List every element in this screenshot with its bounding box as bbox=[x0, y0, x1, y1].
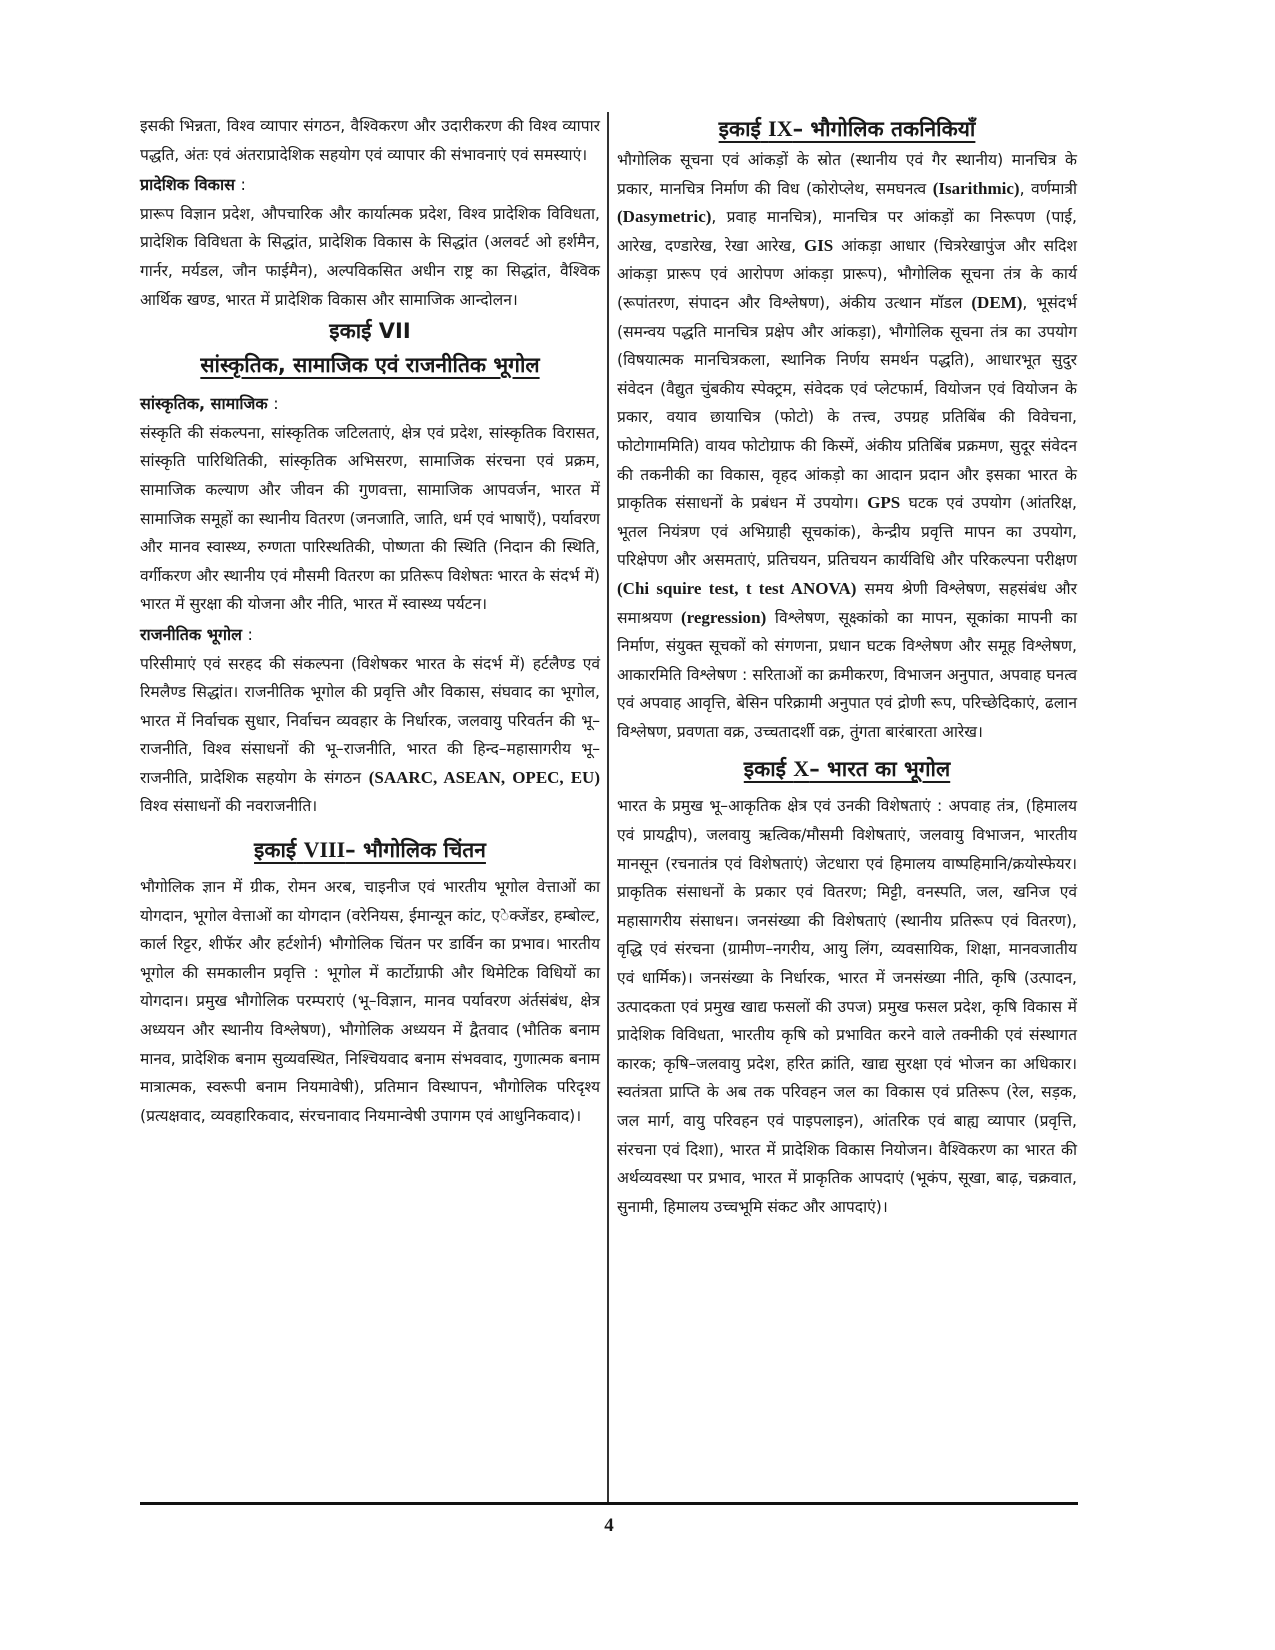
latin-term: (Dasymetric) bbox=[617, 207, 712, 227]
latin-term: (DEM) bbox=[971, 292, 1023, 312]
footer-rule bbox=[140, 1502, 1078, 1505]
cultural-social-body: संस्कृति की संकल्पना, सांस्कृतिक जटिलताएं, क्षेत्र एवं प्रदेश, सांस्कृतिक विरासत, सांस्कृति पारिथितिकी, सांस्कृतिक अभिसरण, सामाजिक संरचना एवं प्रक्रम, सामाजिक कल्याण और जीवन की गुणवत्ता, सामाजिक आपवर्जन, भारत में सामाजिक समूहों का स्थानीय वितरण (जनजाति, जाति, धर्म एवं भाषाएँ), पर्यावरण और मानव स्वास्थ्य, रुग्णता पारिस्थतिकी, पोष्णता की स्थिति (निदान की स्थिति, वर्गीकरण और स्थानीय एवं मौसमी वितरण का प्रतिरूप विशेषतः भारत के संदर्भ में) भारत में सुरक्षा की योजना और नीति, भारत में स्वास्थ्य पर्यटन। bbox=[140, 423, 600, 614]
political-geography-heading bbox=[140, 621, 600, 650]
body-text: , प्रवाह मानचित्र), मानचित्र पर आंकड़ों का निरूपण (पाई, आरेख, दण्डारेख, रेखा आरेख, bbox=[617, 208, 1077, 255]
unit-10-label: इकाई bbox=[743, 757, 786, 782]
latin-term: (Isarithmic) bbox=[932, 178, 1020, 198]
unit-7-label: इकाई VII bbox=[329, 319, 411, 344]
latin-term: (regression) bbox=[680, 607, 767, 627]
body-text: भौगोलिक सूचना एवं आंकड़ों के स्रोत (स्थानीय एवं गैर स्थानीय) मानचित्र के प्रकार, मानचित्र निर्माण की विध (कोरोप्लेथ, समघनत्व bbox=[617, 151, 1077, 198]
body-text: विश्लेषण, सूक्ष्कांको का मापन, सूकांका मापनी का निर्माण, संयुक्त सूचकों को संगणना, प्रधान घटक विश्लेषण और समूह विश्लेषण, आकारमिति विश्लेषण : सरिताओं का क्रमीकरण, विभाजन अनुपात, अपवाह घनत्व एवं अपवाह आवृत्ति, बेसिन परिक्रामी अनुपात एवं द्रोणी रूप, परिच्छेदिकाएं, ढलान विश्लेषण, प्रवणता वक्र, उच्चतादर्शी वक्र, तुंगता बारंबारता आरेख। bbox=[617, 608, 1077, 741]
left-column bbox=[140, 112, 600, 1130]
organizations-list: (SAARC, ASEAN, OPEC, EU) bbox=[368, 767, 600, 787]
unit-9-label: इकाई bbox=[718, 117, 761, 141]
heading-colon: : bbox=[273, 394, 279, 414]
latin-term: GIS bbox=[803, 235, 834, 255]
unit-8-heading-text bbox=[254, 838, 486, 862]
body-text: , वर्णमात्री bbox=[1019, 179, 1078, 198]
latin-term: GPS bbox=[867, 493, 901, 513]
unit-9-title: – भौगोलिक तकनिकियाँ bbox=[792, 117, 976, 141]
column-divider bbox=[607, 112, 609, 1502]
unit-10-title: – भारत का भूगोल bbox=[809, 757, 951, 782]
political-body-text: परिसीमाएं एवं सरहद की संकल्पना (विशेषकर भारत के संदर्भ में) हर्टलैण्ड एवं रिमलैण्ड सिद्धांत। राजनीतिक भूगोल की प्रवृत्ति और विकास, संघवाद का भूगोल, भारत में निर्वाचक सुधार, निर्वाचन व्यवहार के निर्धारक, जलवायु परिवर्तन की भू–राजनीति, विश्व संसाधनों की भू–राजनीति, भारत की हिन्द–महासागरीय भू–राजनीति, प्रादेशिक सहयोग के संगठन bbox=[140, 654, 600, 787]
intro-paragraph: इसकी भिन्नता, विश्व व्यापार संगठन, वैश्विकरण और उदारीकरण की विश्व व्यापार पद्धति, अंतः एवं अंतराप्रादेशिक सहयोग एवं व्यापार की संभावनाएं एवं समस्याएं। bbox=[140, 117, 600, 164]
unit-8-numeral: VIII bbox=[303, 837, 346, 863]
unit-9-body bbox=[617, 146, 1077, 746]
cultural-social-heading bbox=[140, 390, 600, 419]
unit-10-numeral: X bbox=[793, 756, 810, 782]
unit-10-heading bbox=[617, 752, 1077, 786]
page-number: 4 bbox=[604, 1515, 614, 1536]
regional-development-body: प्रारूप विज्ञान प्रदेश, औपचारिक और कार्यात्मक प्रदेश, विश्व प्रादेशिक विविधता, प्रादेशिक विविधता के सिद्धांत, प्रादेशिक विकास के सिद्धांत (अलवर्ट ओ हर्शमैन, गार्नर, मर्यडल, जौन फाईमैन), अल्पविकसित अधीन राष्ट्र का सिद्धांत, वैश्विक आर्थिक खण्ड, भारत में प्रादेशिक विकास और सामाजिक आन्दोलन। bbox=[140, 204, 600, 309]
body-text: समय श्रेणी विश्लेषण, सहसंबंध और समाश्रयण bbox=[617, 579, 1078, 627]
cultural-social-heading-text: सांस्कृतिक, सामाजिक bbox=[140, 394, 268, 414]
unit-9-numeral: IX bbox=[768, 116, 793, 141]
political-geography-heading-text: राजनीतिक भूगोल bbox=[140, 624, 242, 644]
body-text: आंकड़ा आधार (चित्ररेखापुंज और सदिश आंकड़ा प्रारूप एवं आरोपण आंकड़ा प्रारूप), भौगोलिक सूचना तंत्र के कार्य (रूपांतरण, संपादन और विश्लेषण), अंकीय उत्थान मॉडल bbox=[617, 236, 1077, 312]
unit-8-title: – भौगोलिक चिंतन bbox=[345, 838, 486, 863]
body-text: , भूसंदर्भ (समन्वय पद्धति मानचित्र प्रक्षेप और आंकड़ा), भौगोलिक सूचना तंत्र का उपयोग (विषयात्मक मानचित्रकला, स्थानिक निर्णय समर्थन पद्धति), आधारभूत सुदुर संवेदन (वैद्युत चुंबकीय स्पेक्ट्रम, संवेदक एवं प्लेटफार्म, वियोजन एवं वियोजन के प्रकार, वयाव छायाचित्र (फोटो) के तत्त्व, उपग्रह प्रतिबिंब की विवेचना, फोटोगाममिति) वायव फोटोग्राफ की किस्में, अंकीय प्रतिबिंब प्रक्रमण, सुदूर संवेदन की तकनीकी का विकास, वृहद आंकड़ो का आदान प्रदान और इसका भारत के प्राकृतिक संसाधनों के प्रबंधन में उपयोग। bbox=[617, 293, 1077, 513]
unit-10-heading-text bbox=[744, 757, 950, 781]
heading-colon: : bbox=[240, 175, 246, 195]
unit-8-heading bbox=[140, 833, 600, 867]
body-text: घटक एवं उपयोग (आंतरिक्ष, भूतल नियंत्रण एवं अभिग्राही सूचकांक), केन्द्रीय प्रवृत्ति मापन का उपयोग, परिक्षेपण और असमताएं, प्रतिचयन, प्रतिचयन कार्यविधि और परिकल्पना परीक्षण bbox=[617, 494, 1078, 570]
unit-10-body: भारत के प्रमुख भू–आकृतिक क्षेत्र एवं उनकी विशेषताएं : अपवाह तंत्र, (हिमालय एवं प्रायद्वीप), जलवायु ऋत्विक/मौसमी विशेषताएं, जलवायु विभाजन, भारतीय मानसून (रचनातंत्र एवं विशेषताएं) जेटधारा एवं हिमालय वाष्पहिमानि/क्रयोस्फेयर। प्राकृतिक संसाधनों के प्रकार एवं वितरण; मिट्टी, वनस्पति, जल, खनिज एवं महासागरीय संसाधन। जनसंख्या की विशेषताएं (स्थानीय प्रतिरूप एवं वितरण), वृद्धि एवं संरचना (ग्रामीण–नगरीय, आयु लिंग, व्यवसायिक, शिक्षा, मानवजातीय एवं धार्मिक)। जनसंख्या के निर्धारक, भारत में जनसंख्या नीति, कृषि (उत्पादन, उत्पादकता एवं प्रमुख खाद्य फसलों की उपज) प्रमुख फसल प्रदेश, कृषि विकास में प्रादेशिक विविधता, भारतीय कृषि को प्रभावित करने वाले तक्नीकी एवं संस्थागत कारक; कृषि–जलवायु प्रदेश, हरित क्रांति, खाद्य सुरक्षा एवं भोजन का अधिकार। स्वतंत्रता प्राप्ति के अब तक परिवहन जल का विकास एवं प्रतिरूप (रेल, सड़क, जल मार्ग, वायु परिवहन एवं पाइपलाइन), आंतरिक एवं बाह्य व्यापार (प्रवृत्ति, संरचना एवं दिशा), भारत में प्रादेशिक विकास नियोजन। वैश्विकरण का भारत की अर्थव्यवस्था पर प्रभाव, भारत में प्राकृतिक आपदाएं (भूकंप, सूखा, बाढ़, चक्रवात, सुनामी, हिमालय उच्चभूमि संकट और आपदाएं)। bbox=[617, 797, 1077, 1216]
political-body-text-end: विश्व संसाधनों की नवराजनीति। bbox=[140, 797, 318, 816]
unit-8-label: इकाई bbox=[254, 838, 297, 863]
unit-7-title-text: सांस्कृतिक, सामाजिक एवं राजनीतिक भूगोल bbox=[200, 353, 540, 378]
regional-development-heading-text: प्रादेशिक विकास bbox=[140, 175, 235, 195]
document-page bbox=[140, 112, 1078, 1536]
unit-7-title bbox=[140, 348, 600, 382]
right-column bbox=[617, 112, 1077, 1221]
heading-colon: : bbox=[247, 624, 253, 644]
latin-term: (Chi squire test, t test ANOVA) bbox=[617, 578, 857, 598]
unit-8-body: भौगोलिक ज्ञान में ग्रीक, रोमन अरब, चाइनीज एवं भारतीय भूगोल वेत्ताओं का योगदान, भूगोल वेत्ताओं का योगदान (वरेनियस, ईमान्यून कांट, एेक्जेंडर, हम्बोल्ट, कार्ल रिट्टर, शीफॅर और हर्टशोर्न) भौगोलिक चिंतन पर डार्विन का प्रभाव। भारतीय भूगोल की समकालीन प्रवृत्ति : भूगोल में कार्टोग्राफी और थिमेटिक विधियों का योगदान। प्रमुख भौगोलिक परम्पराएं (भू–विज्ञान, मानव पर्यावरण अंर्तसंबंध, क्षेत्र अध्ययन और स्थानीय विश्लेषण), भौगोलिक अध्ययन में द्वैतवाद (भौतिक बनाम मानव, प्रादेशिक बनाम सुव्यवस्थित, निश्चियवाद बनाम संभववाद, गुणात्मक बनाम मात्रात्मक, स्वरूपी बनाम नियमावेषी), प्रतिमान विस्थापन, भौगोलिक परिदृश्य (प्रत्यक्षवाद, व्यवहारिकवाद, संरचनावाद नियमान्वेषी उपागम एवं आधुनिकवाद)। bbox=[140, 878, 600, 1125]
unit-9-heading bbox=[617, 112, 1077, 146]
unit-9-heading-text bbox=[719, 117, 976, 141]
regional-development-heading bbox=[140, 171, 600, 200]
political-geography-body bbox=[140, 650, 600, 822]
